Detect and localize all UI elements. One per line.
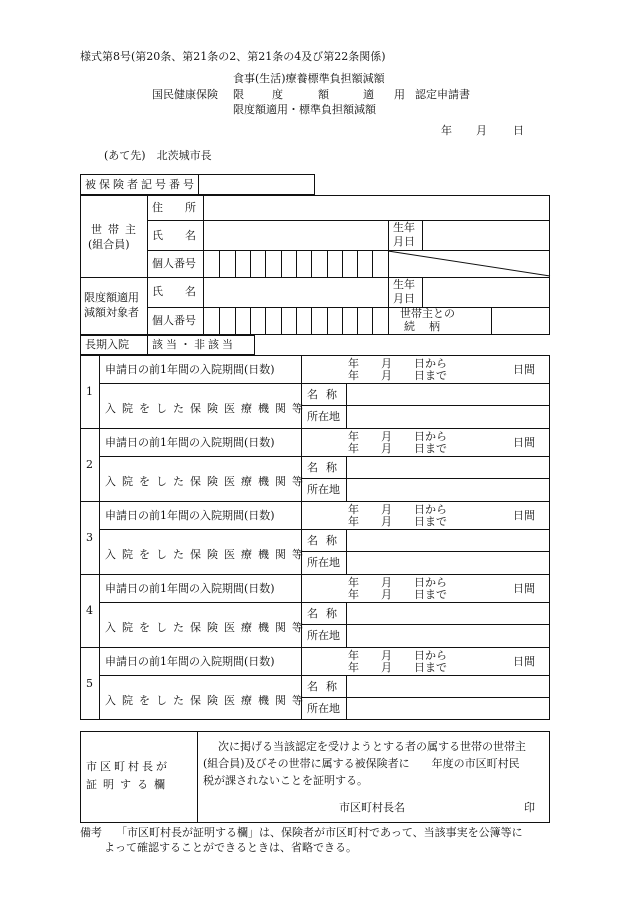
entry-number: 2	[86, 458, 93, 471]
days-label: 日間	[513, 436, 535, 449]
date-year: 年	[441, 124, 452, 137]
target-name-field[interactable]	[204, 278, 387, 306]
date-month: 月	[476, 124, 487, 137]
entry-number: 5	[86, 677, 93, 690]
certification-label-1: 市区町村長が	[86, 760, 170, 773]
form-number: 様式第8号(第20条、第21条の2、第21条の4及び第22条関係)	[80, 50, 386, 63]
insured-number-label: 被保険者記号番号	[85, 178, 197, 191]
certification-text-3: 税が課されないことを証明する。	[203, 774, 368, 787]
entry-number: 1	[86, 385, 93, 398]
institution-name-label: 名称	[307, 461, 345, 474]
remarks-line-1: 「市区町村長が証明する欄」は、保険者が市区町村であって、当該事実を公簿等に	[116, 826, 523, 839]
seal-mark: 印	[524, 801, 535, 814]
title-char-1: 限	[233, 88, 244, 101]
target-label-1: 限度額適用	[84, 291, 139, 304]
entry-number: 3	[86, 531, 93, 544]
title-prefix: 国民健康保険	[152, 88, 218, 101]
householder-label: 世帯主	[91, 223, 142, 236]
target-label-2: 減額対象者	[84, 306, 139, 319]
address-label: 住所	[152, 201, 218, 214]
institution-name-label: 名称	[307, 534, 345, 547]
certification-text-2: (組合員)及びその世帯に属する被保険者に 年度の市区町村民	[203, 757, 520, 770]
addressee: (あて先) 北茨城市長	[104, 149, 212, 162]
days-label: 日間	[513, 582, 535, 595]
target-birth-field[interactable]	[423, 278, 549, 306]
certification-text-1: 次に掲げる当該認定を受けようとする者の属する世帯の世帯主	[218, 740, 526, 753]
institution-label: 入院をした保険医療機関等	[105, 621, 309, 634]
householder-birth-label-2: 月日	[393, 235, 415, 248]
institution-location-label: 所在地	[307, 410, 340, 423]
period-to[interactable]: 年 月 日まで	[348, 588, 447, 601]
institution-label: 入院をした保険医療機関等	[105, 475, 309, 488]
remarks-line-2: よって確認することができるときは、省略できる。	[104, 841, 357, 854]
institution-name-label: 名称	[307, 607, 345, 620]
certification-signer: 市区町村長名	[339, 801, 405, 814]
target-name-label: 氏名	[152, 285, 218, 298]
institution-name-label: 名称	[307, 680, 345, 693]
institution-name-label: 名称	[307, 388, 345, 401]
period-to[interactable]: 年 月 日まで	[348, 442, 447, 455]
period-to[interactable]: 年 月 日まで	[348, 661, 447, 674]
title-char-4: 適	[363, 88, 374, 101]
period-to[interactable]: 年 月 日まで	[348, 369, 447, 382]
period-from[interactable]: 年 月 日から	[348, 649, 447, 662]
institution-label: 入院をした保険医療機関等	[105, 548, 309, 561]
days-label: 日間	[513, 655, 535, 668]
institution-label: 入院をした保険医療機関等	[105, 694, 309, 707]
period-from[interactable]: 年 月 日から	[348, 357, 447, 370]
certification-label-2: 証明する欄	[86, 778, 171, 791]
title-line-1: 食事(生活)療養標準負担額減額	[233, 72, 385, 85]
title-char-2: 度	[272, 88, 283, 101]
title-char-3: 額	[318, 88, 329, 101]
institution-location-label: 所在地	[307, 702, 340, 715]
days-label: 日間	[513, 509, 535, 522]
long-term-label: 長期入院	[85, 338, 129, 351]
householder-name-label: 氏名	[152, 229, 218, 242]
period-to[interactable]: 年 月 日まで	[348, 515, 447, 528]
relation-label-2: 続柄	[404, 320, 454, 333]
date-day: 日	[513, 124, 524, 137]
target-birth-label-2: 月日	[393, 292, 415, 305]
title-char-5: 用	[394, 88, 405, 101]
period-label: 申請日の前1年間の入院期間(日数)	[105, 363, 275, 376]
institution-label: 入院をした保険医療機関等	[105, 402, 309, 415]
householder-id-label: 個人番号	[152, 257, 196, 270]
institution-location-label: 所在地	[307, 556, 340, 569]
period-label: 申請日の前1年間の入院期間(日数)	[105, 509, 275, 522]
period-label: 申請日の前1年間の入院期間(日数)	[105, 582, 275, 595]
period-from[interactable]: 年 月 日から	[348, 430, 447, 443]
period-label: 申請日の前1年間の入院期間(日数)	[105, 436, 275, 449]
title-line-3: 限度額適用・標準負担額減額	[233, 103, 376, 116]
long-term-options[interactable]: 該当・非該当	[152, 338, 236, 351]
title-suffix: 認定申請書	[415, 88, 470, 101]
relation-label-1: 世帯主との	[400, 307, 455, 320]
target-birth-label-1: 生年	[393, 278, 415, 291]
householder-label-2: (組合員)	[88, 238, 130, 251]
relation-field[interactable]	[492, 308, 549, 334]
period-label: 申請日の前1年間の入院期間(日数)	[105, 655, 275, 668]
days-label: 日間	[513, 363, 535, 376]
institution-location-label: 所在地	[307, 483, 340, 496]
target-id-label: 個人番号	[152, 314, 196, 327]
period-from[interactable]: 年 月 日から	[348, 576, 447, 589]
remarks-label: 備考	[80, 826, 102, 839]
entry-number: 4	[86, 604, 93, 617]
institution-location-label: 所在地	[307, 629, 340, 642]
period-from[interactable]: 年 月 日から	[348, 503, 447, 516]
householder-birth-label-1: 生年	[393, 221, 415, 234]
